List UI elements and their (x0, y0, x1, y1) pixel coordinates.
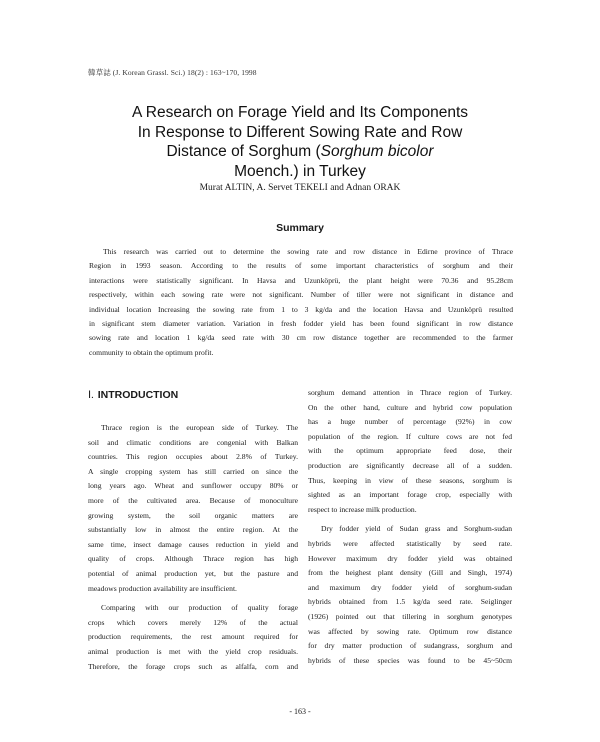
paragraph-line: production are significantly decrease all of a sudden. (308, 460, 512, 470)
title-line-3-text: Distance of Sorghum ( (166, 143, 321, 161)
paragraph-line: substantially low in almost the entire region. At the (88, 525, 298, 535)
paragraph-line: from the heighest plant density (Gill and Singh, 1974) (308, 568, 512, 578)
authors: Murat ALTIN, A. Servet TEKELI and Adnan ORAK (199, 183, 401, 193)
paragraph-line: and maximum dry fodder yield of sorghum-sudan (308, 582, 512, 592)
paragraph-line: same time, insect damage causes reduction in yield and (88, 539, 298, 549)
paragraph-line: was affected by sowing rate. Optimum row distance (308, 626, 512, 636)
paragraph-line: hybrids obtained from 1.5 kg/da seed rate. Seiglinger (308, 597, 512, 607)
paragraph-line: Thus, keeping in view of these seasons, sorghum is (308, 475, 512, 485)
title-line-1: A Research on Forage Yield and Its Components (131, 104, 469, 121)
paragraph-line: Comparing with our production of quality forage (101, 603, 298, 613)
right-column (308, 386, 512, 668)
paragraph-line: (1926) pointed out that tillering in sorghum genotypes (308, 611, 512, 621)
title-line-4: Moench.) in Turkey (234, 162, 366, 180)
paragraph-line: long years ago. Wheat and sunflower occupy 80% or (88, 481, 298, 491)
left-column (88, 386, 298, 674)
paragraph-line: with the optimum appropriate feed dose, their (308, 446, 512, 456)
paragraph-line: potential of animal production yet, but the pasture and (88, 568, 298, 578)
abstract-line: in significant stem diameter variation. Variation in fresh fodder yield has been found significant in row distance (89, 319, 513, 329)
paragraph-line: meadows production availability are insufficient. (88, 583, 237, 593)
paragraph-line: quality of crops. Although Thrace region has high (88, 554, 298, 564)
paragraph-line: hybrids were affected statistically by seed rate. (308, 538, 512, 548)
section-number: Ⅰ. (88, 390, 94, 401)
abstract (89, 245, 513, 360)
paragraph-line: soil and climatic conditions are congenial with Balkan (88, 437, 298, 447)
paragraph-line: more of the cultivated area. Because of monoculture (88, 495, 298, 505)
paper-title (40, 103, 560, 181)
species-name: Sorghum bicolor (320, 143, 434, 161)
paragraph-line: A single cropping system has still carried on since the (88, 466, 298, 476)
introduction-heading (88, 386, 298, 421)
abstract-line: This research was carried out to determine the sowing rate and row distance in Edirne province of Thrace (103, 247, 513, 256)
paragraph-line: respect to increase milk production. (308, 504, 417, 514)
paragraph-line: has a huge number of percentage (92%) in cow (308, 417, 512, 427)
paragraph-line: crops which covers merely 12% of the actual (88, 617, 298, 627)
paragraph-line: production requirements, the rest amount required for (88, 632, 298, 642)
title-line-2: In Response to Different Sowing Rate and Row (137, 123, 463, 141)
paragraph-line: sorghum demand attention in Thrace region of Turkey. (308, 388, 512, 397)
paragraph-line: population of the region. If culture cows are not fed (308, 431, 512, 441)
paragraph-line: On the other hand, culture and hybrid cow population (308, 402, 512, 412)
abstract-line: respectively, within each sowing rate were not significant. Number of tiller were not significant in distance and (89, 290, 513, 300)
journal-citation: 韓草誌 (J. Korean Grassl. Sci.) 18(2) : 163~170, 1998 (88, 68, 257, 77)
abstract-line: community to obtain the optimum profit. (89, 347, 214, 357)
paragraph-line: growing system, the soil organic matters are (88, 510, 298, 520)
abstract-line: Region in 1993 season. According to the results of some important characteristics of sorghum and their (89, 261, 513, 271)
summary-heading: Summary (276, 222, 324, 234)
abstract-line: sowing rate and location 1 kg/da seed rate with 30 cm row distance together are recommended to the farmer (89, 333, 513, 343)
title-line-3 (40, 142, 560, 162)
paragraph-line: However maximum dry fodder yield was obtained (308, 553, 512, 563)
paragraph-line: animal production is met with the yield crop residuals. (88, 646, 298, 656)
paragraph-line: countries. This region occupies about 2.8% of Turkey. (88, 452, 298, 462)
abstract-line: interactions were statistically significant. In Havsa and Uzunköprü, the plant height were 70.36 and 95.28cm (89, 275, 513, 285)
paragraph-line: hybrids of these species was found to be 45~50cm (308, 655, 512, 665)
abstract-line: individual location Increasing the sowing rate from 1 to 3 kg/da and the location Havsa and Uzunköprü resulted (89, 304, 513, 314)
paragraph-line: Thrace region is the european side of Turkey. The (101, 423, 298, 432)
paragraph-line: sighted as an important forage crop, especially with (308, 490, 512, 500)
paragraph-line: Dry fodder yield of Sudan grass and Sorghum-sudan (321, 524, 512, 534)
section-title: INTRODUCTION (97, 389, 179, 401)
paragraph-line: Therefore, the forage crops such as alfalfa, corn and (88, 661, 298, 671)
page-number: - 163 - (289, 707, 311, 716)
paragraph-line: for dry matter production of sudangrass, sorghum and (308, 641, 512, 651)
